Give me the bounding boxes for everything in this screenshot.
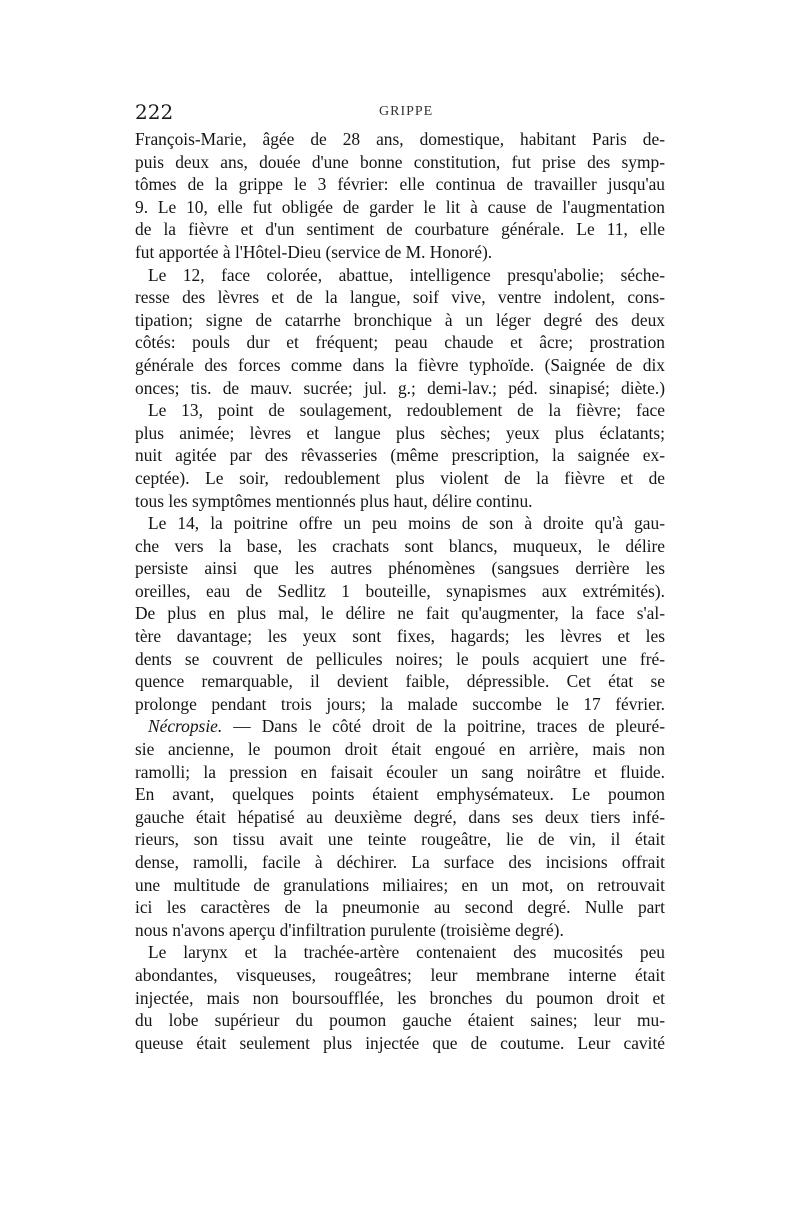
- text-line: queuse était seulement plus injectée que de coutume. Leur cavité: [135, 1032, 665, 1053]
- text-line: oreilles, eau de Sedlitz 1 bouteille, synapismes aux extrémités).: [135, 580, 665, 601]
- text-line: plus animée; lèvres et langue plus sèches; yeux plus éclatants;: [135, 422, 665, 443]
- text-line: 9. Le 10, elle fut obligée de garder le lit à cause de l'augmentation: [135, 196, 665, 217]
- text-line: tous les symptômes mentionnés plus haut, délire continu.: [135, 490, 533, 511]
- text-line: Le larynx et la trachée-artère contenaient des mucosités peu: [148, 942, 665, 963]
- text-line: nuit agitée par des rêvasseries (même prescription, la saignée ex-: [135, 445, 665, 466]
- text-line: De plus en plus mal, le délire ne fait qu'augmenter, la face s'al-: [135, 603, 665, 624]
- text-line: Le 14, la poitrine offre un peu moins de son à droite qu'à gau-: [148, 513, 665, 534]
- text-line: tômes de la grippe le 3 février: elle continua de travailler jusqu'au: [135, 174, 665, 195]
- body-text: [135, 128, 665, 1054]
- text-line: gauche était hépatisé au deuxième degré, dans ses deux tiers infé-: [135, 806, 665, 827]
- text-line: persiste ainsi que les autres phénomènes (sangsues derrière les: [135, 558, 665, 579]
- text-line: Nécropsie. — Dans le côté droit de la poitrine, traces de pleuré-: [148, 716, 665, 737]
- text-line: resse des lèvres et de la langue, soif vive, ventre indolent, cons-: [135, 287, 665, 308]
- text-line: che vers la base, les crachats sont blancs, muqueux, le délire: [135, 535, 665, 556]
- text-line: ceptée). Le soir, redoublement plus violent de la fièvre et de: [135, 467, 665, 488]
- text-line: Le 12, face colorée, abattue, intelligence presqu'abolie; séche-: [148, 264, 665, 285]
- text-line: puis deux ans, douée d'une bonne constitution, fut prise des symp-: [135, 151, 665, 172]
- text-line: côtés: pouls dur et fréquent; peau chaude et âcre; prostration: [135, 332, 665, 353]
- text-line: tipation; signe de catarrhe bronchique à un léger degré des deux: [135, 309, 665, 330]
- page-header: [135, 100, 665, 128]
- text-line: onces; tis. de mauv. sucrée; jul. g.; demi-lav.; péd. sinapisé; diète.): [135, 377, 665, 398]
- text-line: dense, ramolli, facile à déchirer. La surface des incisions offrait: [135, 852, 665, 872]
- text-line: Le 13, point de soulagement, redoublement de la fièvre; face: [148, 400, 665, 421]
- text-line: sie ancienne, le poumon droit était engoué en arrière, mais non: [135, 739, 665, 760]
- text-line: ramolli; la pression en faisait écouler un sang noirâtre et fluide.: [135, 761, 665, 782]
- running-title: GRIPPE: [379, 104, 434, 119]
- section-label: Nécropsie.: [148, 716, 223, 737]
- text-line: quence remarquable, il devient faible, dépressible. Cet état se: [135, 671, 665, 692]
- text-line: tère davantage; les yeux sont fixes, hagards; les lèvres et les: [135, 626, 665, 647]
- text-line: prolonge pendant trois jours; la malade succombe le 17 février.: [135, 693, 665, 714]
- text-line: rieurs, son tissu avait une teinte rougeâtre, lie de vin, il était: [135, 829, 665, 850]
- text-line: une multitude de granulations miliaires; en un mot, on retrouvait: [135, 874, 665, 895]
- text-line: injectée, mais non boursoufflée, les bronches du poumon droit et: [135, 987, 665, 1008]
- text-line: de la fièvre et d'un sentiment de courbature générale. Le 11, elle: [135, 219, 665, 240]
- text-line: dents se couvrent de pellicules noires; le pouls acquiert une fré-: [135, 648, 665, 669]
- text-line: abondantes, visqueuses, rougeâtres; leur membrane interne était: [135, 964, 665, 985]
- text-line: du lobe supérieur du poumon gauche étaient saines; leur mu-: [135, 1010, 665, 1031]
- text-line: nous n'avons aperçu d'infiltration purulente (troisième degré).: [135, 919, 564, 940]
- text-line: En avant, quelques points étaient emphysémateux. Le poumon: [135, 784, 665, 805]
- text-line: ici les caractères de la pneumonie au second degré. Nulle part: [135, 897, 665, 918]
- page-number: 222: [135, 100, 174, 124]
- text-line: fut apportée à l'Hôtel-Dieu (service de M. Honoré).: [135, 241, 493, 262]
- text-line: François-Marie, âgée de 28 ans, domestique, habitant Paris de-: [135, 129, 665, 149]
- text-line: générale des forces comme dans la fièvre typhoïde. (Saignée de dix: [135, 354, 665, 375]
